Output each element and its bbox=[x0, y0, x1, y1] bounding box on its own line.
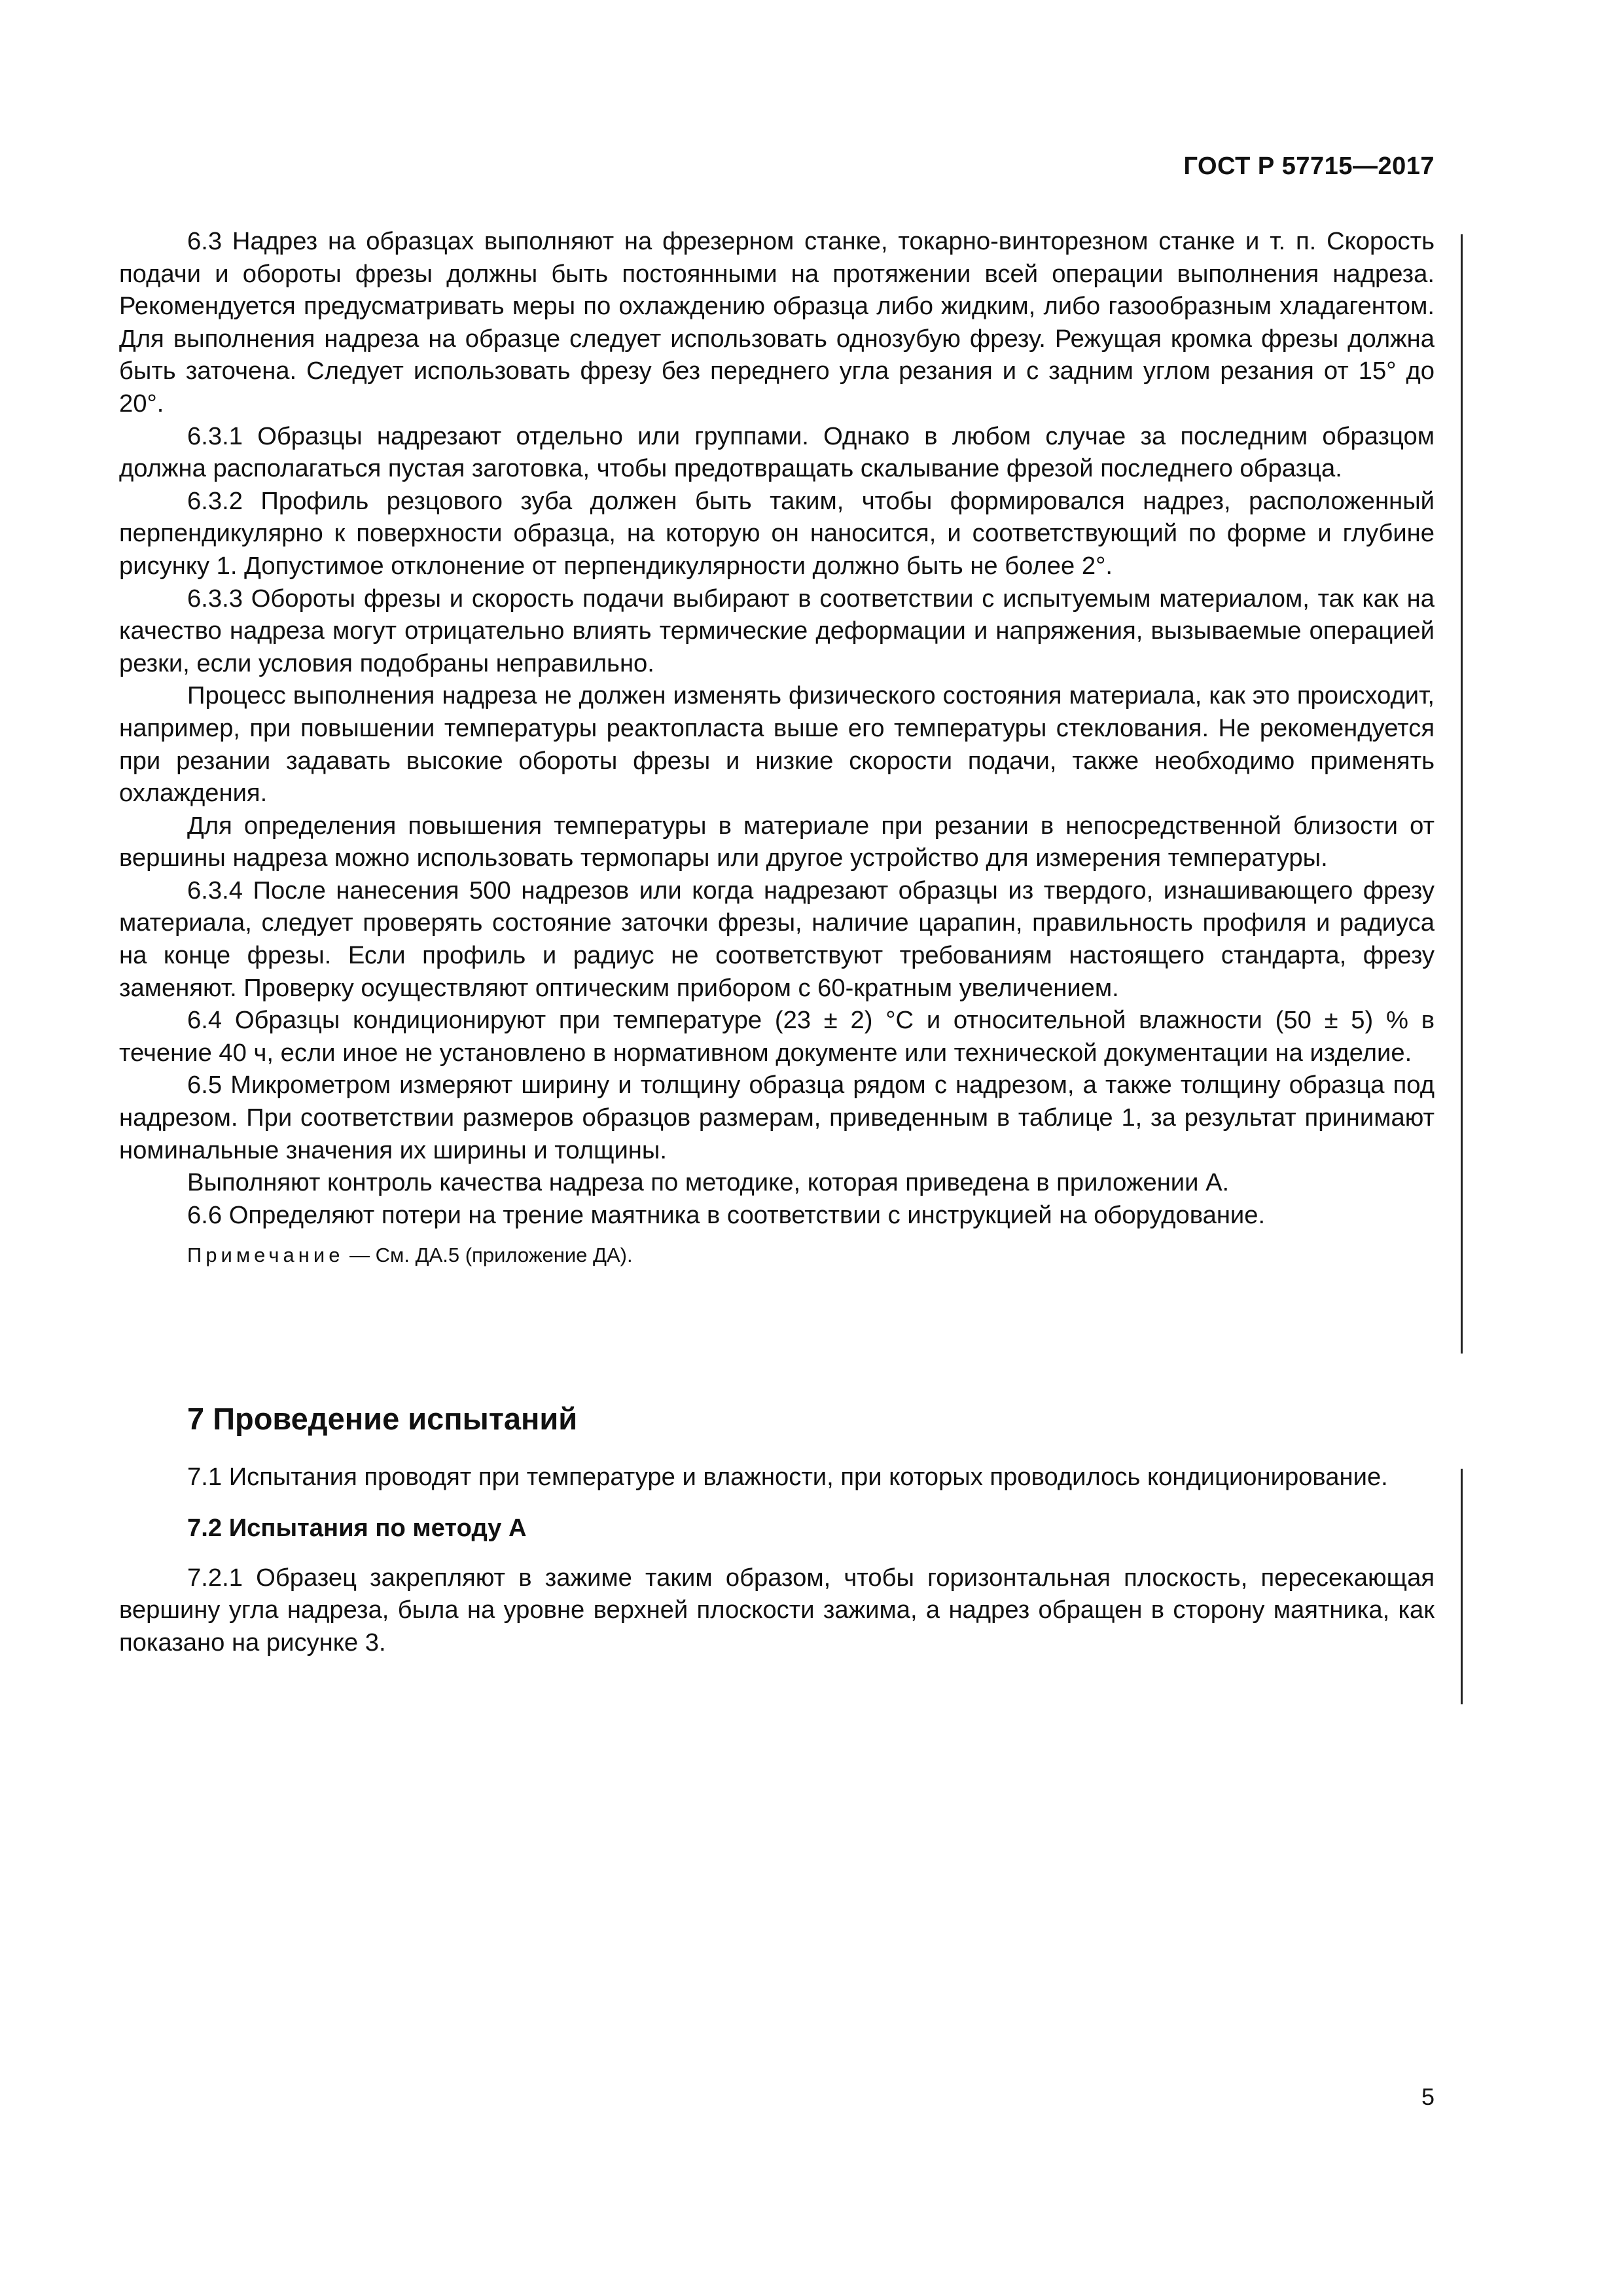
note-text: — См. ДА.5 (приложение ДА). bbox=[344, 1244, 633, 1267]
subsection-7-2-heading: 7.2 Испытания по методу А bbox=[187, 1513, 527, 1542]
paragraph-6-3-1: 6.3.1 Образцы надрезают отдельно или группами. Однако в любом случае за последним образцом должна располагаться пустая заготовка, чтобы предотвращать скалывание фрезой последнего образца. bbox=[119, 422, 1435, 483]
paragraph-6-3-2: 6.3.2 Профиль резцового зуба должен быть таким, чтобы формировался надрез, расположенный перпендикулярно к поверхности образца, на которую он наносится, и соответствующий по форме и глубине рисунку 1. Допустимое отклонение от перпендикулярности должно быть не более 2°. bbox=[119, 486, 1435, 580]
paragraph-6-3-4: 6.3.4 После нанесения 500 надрезов или когда надрезают образцы из твердого, изнашивающего фрезу материала, следует проверять состояние заточки фрезы, наличие царапин, правильность профиля и радиуса на конце фрезы. Если профиль и радиус не соответствуют требованиям настоящего стандарта, фрезу заменяют. Проверку осуществляют оптическим прибором с 60-кратным увеличением. bbox=[119, 876, 1435, 1002]
section-7-body bbox=[119, 1461, 1435, 1659]
paragraph-6-5: 6.5 Микрометром измеряют ширину и толщину образца рядом с надрезом, а также толщину образца под надрезом. При соответствии размеров образцов размерам, приведенным в таблице 1, за результат принимают номинальные значения их ширины и толщины. bbox=[119, 1071, 1435, 1164]
section-7-heading: 7 Проведение испытаний bbox=[187, 1401, 578, 1436]
paragraph-7-2-1: 7.2.1 Образец закрепляют в зажиме таким образом, чтобы горизонтальная плоскость, пересекающая вершину угла надреза, была на уровне верхней плоскости зажима, а надрез обращен в сторону маятника, как показано на рисунке 3. bbox=[119, 1563, 1435, 1657]
paragraph-7-1: 7.1 Испытания проводят при температуре и влажности, при которых проводилось кондиционирование. bbox=[187, 1463, 1388, 1491]
paragraph-6-6: 6.6 Определяют потери на трение маятника в соответствии с инструкцией на оборудование. bbox=[187, 1200, 1266, 1229]
paragraph-6-3: 6.3 Надрез на образцах выполняют на фрезерном станке, токарно-винторезном станке и т. п. Скорость подачи и обороты фрезы должны быть постоянными на протяжении всей операции выполнения надреза. Рекомендуется предусматривать меры по охлаждению образца либо жидким, либо газообразным хладагентом. Для выполнения надреза на образце следует использовать однозубую фрезу. Режущая кромка фрезы должна быть заточена. Следует использовать фрезу без переднего угла резания и с задним углом резания от 15° до 20°. bbox=[119, 227, 1435, 418]
section-6-body bbox=[119, 225, 1435, 1273]
paragraph-temperature-measurement: Для определения повышения температуры в материале при резании в непосредственной близости от вершины надреза можно использовать термопары или другое устройство для измерения температуры. bbox=[119, 811, 1435, 872]
note bbox=[119, 1238, 1435, 1273]
change-bar bbox=[1461, 234, 1463, 1354]
paragraph-6-4: 6.4 Образцы кондиционируют при температуре (23 ± 2) °С и относительной влажности (50 ± 5) % в течение 40 ч, если иное не установлено в нормативном документе или технической документации на изделие. bbox=[119, 1006, 1435, 1067]
note-label: Примечание bbox=[187, 1244, 344, 1267]
paragraph-6-3-3: 6.3.3 Обороты фрезы и скорость подачи выбирают в соответствии с испытуемым материалом, так как на качество надреза могут отрицательно влиять термические деформации и напряжения, вызываемые операцией резки, если условия подобраны неправильно. bbox=[119, 584, 1435, 677]
paragraph-quality-control: Выполняют контроль качества надреза по методике, которая приведена в приложении А. bbox=[187, 1168, 1230, 1197]
page-number: 5 bbox=[1421, 2083, 1435, 2110]
paragraph-cutting-process: Процесс выполнения надреза не должен изменять физического состояния материала, как это происходит, например, при повышении температуры реактопласта выше его температуры стеклования. Не рекомендуется при резании задавать высокие обороты фрезы и низкие скорости подачи, также необходимо применять охлаждения. bbox=[119, 681, 1435, 808]
document-code: ГОСТ Р 57715—2017 bbox=[1183, 152, 1435, 180]
change-bar bbox=[1461, 1469, 1463, 1704]
